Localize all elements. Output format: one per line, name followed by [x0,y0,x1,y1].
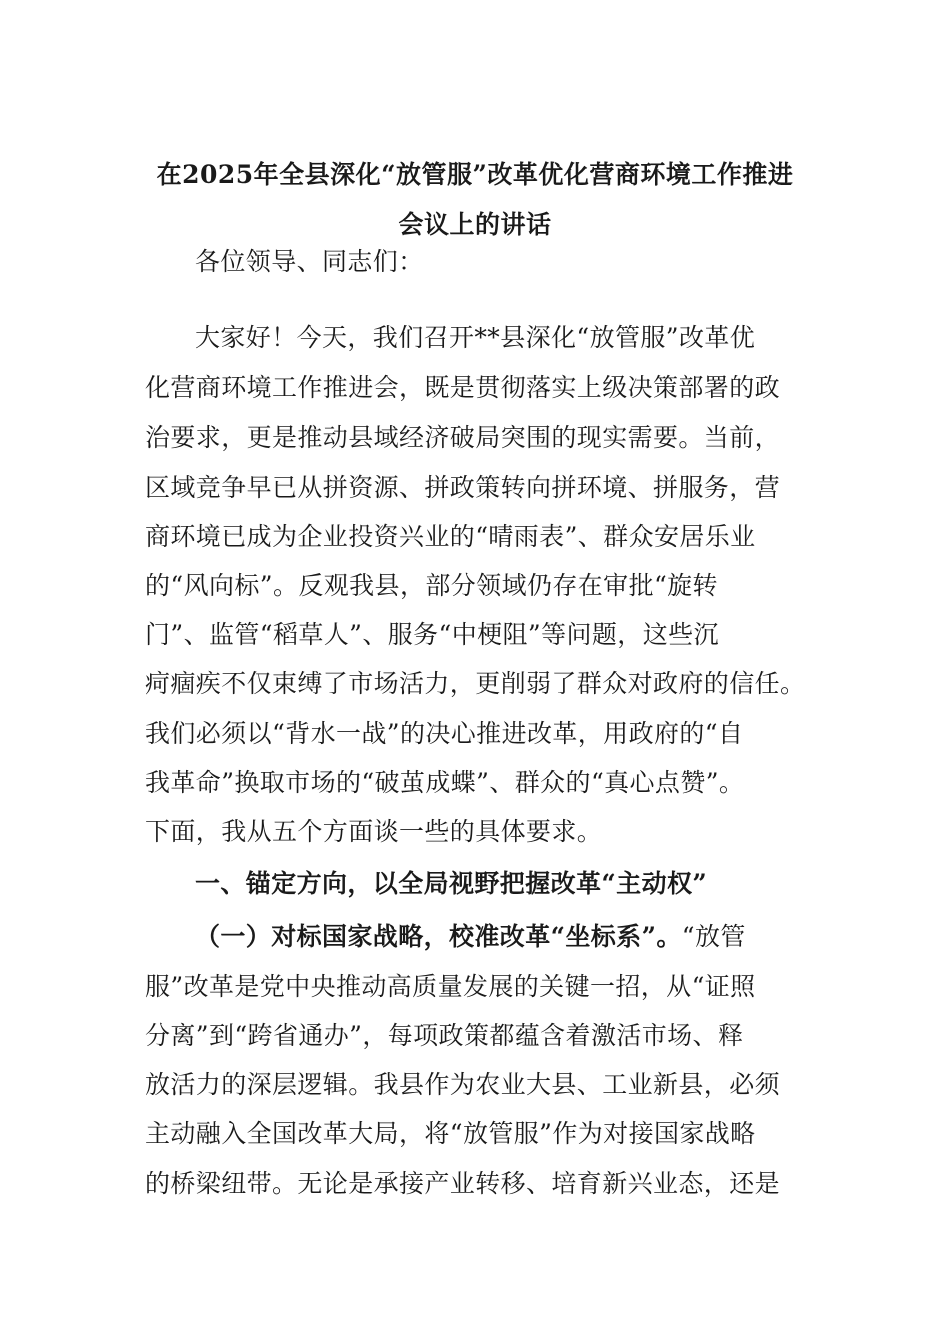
document-title-line-2: 会议上的讲话 [398,210,552,239]
document-title-line-1: 在2025年全县深化“放管服”改革优化营商环境工作推进 [156,160,794,189]
paragraph-line: 主动融入全国改革大局，将“放管服”作为对接国家战略 [145,1119,756,1148]
subsection-first-line-tail: “放管 [681,922,746,951]
paragraph-line: 我革命”换取市场的“破茧成蝶”、群众的“真心点赞”。 [145,768,745,797]
paragraph-line: 放活力的深层逻辑。我县作为农业大县、工业新县，必须 [145,1070,781,1099]
subsection-heading-1: （一）对标国家战略，校准改革“坐标系”。 [195,922,682,951]
salutation: 各位领导、同志们： [195,247,424,276]
paragraph-line: 疴痼疾不仅束缚了市场活力，更削弱了群众对政府的信任。 [145,669,806,698]
paragraph-line: 化营商环境工作推进会，既是贯彻落实上级决策部署的政 [145,373,781,402]
paragraph-line: 分离”到“跨省通办”，每项政策都蕴含着激活市场、释 [145,1021,744,1050]
paragraph-line: 商环境已成为企业投资兴业的“晴雨表”、群众安居乐业 [145,522,756,551]
paragraph-line: 区域竞争早已从拼资源、拼政策转向拼环境、拼服务，营 [145,473,781,502]
paragraph-line: 大家好！今天，我们召开**县深化“放管服”改革优 [195,323,756,352]
paragraph-line: 我们必须以“背水一战”的决心推进改革，用政府的“自 [145,719,744,748]
paragraph-line: 的“风向标”。反观我县，部分领域仍存在审批“旋转 [145,571,718,600]
section-heading-1: 一、锚定方向，以全局视野把握改革“主动权” [195,869,708,898]
paragraph-line: 服”改革是党中央推动高质量发展的关键一招，从“证照 [145,972,756,1001]
paragraph-line: 门”、监管“稻草人”、服务“中梗阻”等问题，这些沉 [145,620,719,649]
paragraph-line: 治要求，更是推动县域经济破局突围的现实需要。当前， [145,423,781,452]
paragraph-line: 的桥梁纽带。无论是承接产业转移、培育新兴业态，还是 [145,1169,781,1198]
subsection-first-line [195,912,860,962]
paragraph-line: 下面，我从五个方面谈一些的具体要求。 [145,817,603,846]
